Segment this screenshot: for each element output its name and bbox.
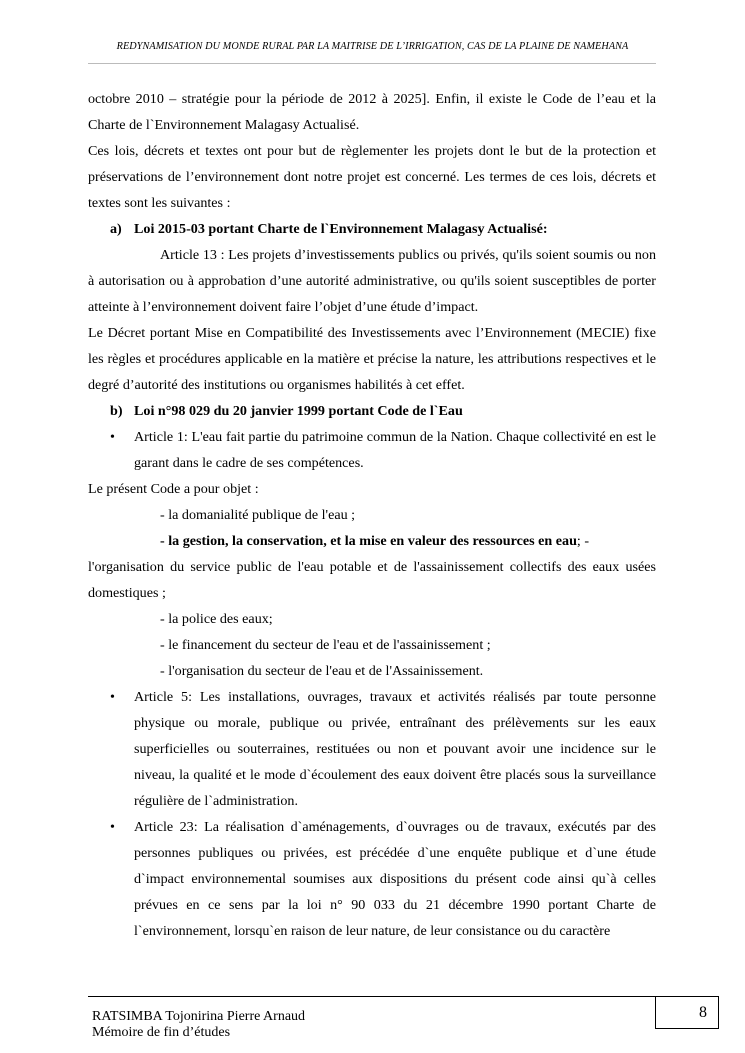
objet-item-2-bold: - la gestion, la conservation, et la mise en valeur des ressources en eau: [160, 533, 577, 549]
objet-item-1: - la domanialité publique de l'eau ;: [160, 507, 356, 523]
heading-b-label: b): [110, 403, 123, 419]
header-divider: [88, 63, 656, 64]
section-heading-a: [88, 216, 656, 242]
article-13-paragraph: Article 13 : Les projets d’investissements publics ou privés, qu'ils soient soumis ou non à autorisation ou à approbation d’une autorité administrative, ou qu'ils soient susceptibles de porter atteinte à l’environnement doivent faire l’objet d’une étude d’impact.: [88, 247, 656, 315]
footer-divider: [88, 996, 656, 997]
page-body: [88, 86, 656, 944]
bullet-icon: •: [110, 689, 115, 705]
objet-item-4: - la police des eaux;: [160, 611, 273, 627]
heading-b-text: Loi n°98 029 du 20 janvier 1999 portant Code de l`Eau: [134, 403, 463, 419]
objet-item-6: - l'organisation du secteur de l'eau et de l'Assainissement.: [160, 663, 484, 679]
article-1-text: Article 1: L'eau fait partie du patrimoine commun de la Nation. Chaque collectivité en est le garant dans le cadre de ses compétences.: [134, 429, 656, 471]
running-header: REDYNAMISATION DU MONDE RURAL PAR LA MAITRISE DE L’IRRIGATION, CAS DE LA PLAINE DE NAMEHANA: [116, 41, 629, 52]
page-number: 8: [655, 996, 719, 1029]
heading-a-label: a): [110, 221, 122, 237]
section-heading-b: [88, 398, 656, 424]
objet-item-2: [88, 528, 656, 554]
objet-item-3: l'organisation du service public de l'eau potable et de l'assainissement collectifs des eaux usées domestiques ;: [88, 559, 656, 601]
bullet-icon: •: [110, 429, 115, 445]
heading-a-text: Loi 2015-03 portant Charte de l`Environnement Malagasy Actualisé:: [134, 221, 548, 237]
article-5-text: Article 5: Les installations, ouvrages, travaux et activités réalisés par toute personne physique ou morale, publique ou privée, entraînant des prélèvements sur les eaux superficielles ou souterraines, restituées ou non et pouvant avoir une incidence sur le niveau, la qualité et le mode d`écoulement des eaux doivent être placés sous la surveillance régulière de l`administration.: [134, 689, 656, 809]
bullet-article-23: [88, 814, 656, 944]
bullet-article-1: [88, 424, 656, 476]
footer-subtitle: Mémoire de fin d’études: [92, 1025, 231, 1040]
paragraph-intro: octobre 2010 – stratégie pour la période de 2012 à 2025]. Enfin, il existe le Code de l’eau et la Charte de l`Environnement Malagasy Actualisé.: [88, 91, 656, 133]
objet-item-5: - le financement du secteur de l'eau et de l'assainissement ;: [160, 637, 491, 653]
bullet-article-5: [88, 684, 656, 814]
paragraph-purpose: Ces lois, décrets et textes ont pour but de règlementer les projets dont le but de la protection et préservations de l’environnement dont notre projet est concerné. Les termes de ces lois, décrets et textes sont les suivantes :: [88, 143, 656, 211]
objet-item-2-tail: ; -: [576, 533, 590, 549]
article-23-text: Article 23: La réalisation d`aménagements, d`ouvrages ou de travaux, exécutés par des personnes publiques ou privées, est précédée d`une enquête publique et d`une étude d`impact environnemental soumises aux dispositions du présent code ainsi qu`à celles prévues en ce sens par la loi n° 90 033 du 21 décembre 1990 portant Charte de l`environnement, lorsqu`en raison de leur nature, de leur consistance ou du caractère: [134, 819, 656, 939]
footer-author: RATSIMBA Tojonirina Pierre Arnaud: [92, 1009, 306, 1024]
code-objet-line: Le présent Code a pour objet :: [88, 481, 259, 497]
bullet-icon: •: [110, 819, 115, 835]
mecie-paragraph: Le Décret portant Mise en Compatibilité des Investissements avec l’Environnement (MECIE) fixe les règles et procédures applicable en la matière et précise la nature, les attributions respectives et le degré d’autorité des institutions ou organismes habilités à cet effet.: [88, 325, 656, 393]
